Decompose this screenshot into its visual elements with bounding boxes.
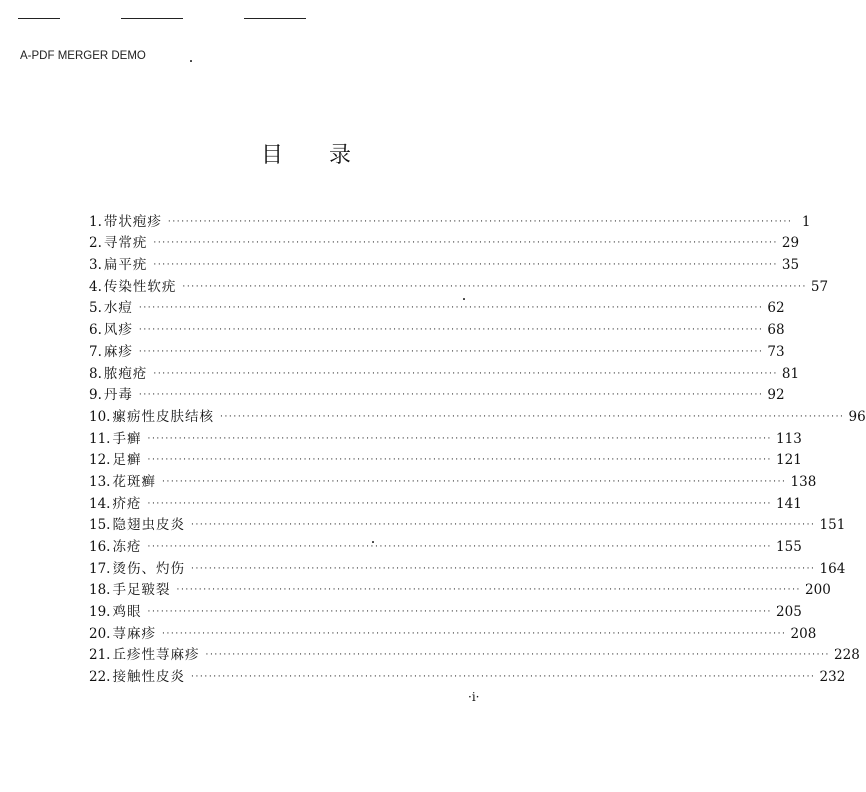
toc-entry[interactable] (89, 642, 860, 664)
toc-entry-number: 11. (89, 430, 111, 447)
toc-entry-label: 荨麻疹 (112, 625, 156, 642)
toc-entry-number: 5. (89, 300, 102, 317)
toc-entry-page: 1 (801, 213, 811, 230)
toc-entry[interactable] (89, 338, 785, 360)
toc-entry-page: 57 (810, 278, 829, 295)
page-title: 目录 (260, 143, 397, 168)
toc-entry-label: 接触性皮炎 (112, 669, 185, 686)
toc-entry-label: 脓疱疮 (103, 365, 148, 382)
toc-entry-label: 麻疹 (103, 343, 133, 360)
toc-entry-number: 19. (89, 604, 111, 621)
toc-leader-dots: ············································································································································ (138, 346, 764, 357)
toc-entry-number: 4. (89, 278, 102, 295)
toc-entry[interactable] (89, 251, 800, 274)
toc-entry-number: 14. (89, 495, 111, 512)
toc-entry-label: 水痘 (103, 300, 133, 317)
toc-entry-number: 2. (89, 235, 102, 252)
toc-entry[interactable] (89, 447, 802, 469)
toc-entry-number: 1. (89, 213, 102, 230)
toc-entry-label: 花斑癣 (112, 473, 156, 490)
toc-entry-label: 带状疱疹 (103, 213, 162, 230)
toc-entry-page: 29 (781, 235, 800, 252)
toc-entry-page: 164 (819, 560, 846, 577)
toc-leader-dots: ············································································································································ (138, 303, 764, 314)
toc-entry-page: 208 (790, 625, 817, 642)
table-of-contents (89, 208, 866, 686)
toc-leader-dots: ············································································································································ (167, 216, 793, 227)
toc-leader-dots: ············································································································································ (205, 650, 831, 661)
toc-leader-dots: ············································································································································ (153, 260, 778, 271)
toc-leader-dots: ············································································································································ (190, 672, 816, 683)
toc-entry[interactable] (89, 555, 846, 577)
toc-entry[interactable] (89, 273, 829, 295)
toc-entry[interactable] (89, 620, 817, 642)
toc-leader-dots: ············································································································································ (147, 542, 773, 552)
toc-entry-number: 16. (89, 539, 111, 555)
toc-entry-label: 寻常疣 (103, 235, 148, 252)
toc-entry-number: 6. (89, 322, 102, 339)
toc-entry-number: 21. (89, 647, 111, 664)
header-rule-right (244, 18, 306, 19)
toc-entry-label: 冻疮 (112, 539, 142, 555)
watermark-banner: A-PDF MERGER DEMO (20, 50, 146, 62)
toc-entry-number: 13. (89, 473, 111, 490)
toc-leader-dots: ············································································································································ (153, 368, 778, 379)
toc-entry[interactable] (89, 533, 802, 555)
toc-entry[interactable] (89, 230, 800, 252)
toc-entry-number: 18. (89, 582, 111, 599)
toc-leader-dots: ············································································································································ (153, 238, 778, 249)
toc-entry-page: 35 (781, 257, 800, 274)
toc-entry[interactable] (89, 382, 785, 404)
toc-entry-label: 手癣 (112, 430, 142, 447)
toc-leader-dots: ············································································································································ (176, 585, 802, 596)
toc-entry[interactable] (89, 208, 811, 230)
toc-entry[interactable] (89, 425, 802, 447)
toc-entry-label: 风疹 (103, 322, 133, 339)
toc-entry[interactable] (89, 512, 846, 534)
toc-entry-label: 隐翅虫皮炎 (112, 517, 185, 534)
toc-entry-number: 8. (89, 365, 102, 382)
toc-entry-page: 92 (767, 387, 785, 404)
page-folio: ·i· (468, 690, 480, 704)
toc-leader-dots: ············································································································································ (147, 455, 773, 466)
toc-entry-label: 丹毒 (103, 387, 133, 404)
toc-entry[interactable] (89, 598, 802, 621)
toc-entry-page: 62 (767, 300, 785, 317)
toc-entry-page: 113 (776, 430, 802, 447)
scan-speck (190, 60, 192, 62)
toc-leader-dots: ············································································································································ (190, 520, 816, 531)
toc-entry-label: 烫伤、灼伤 (112, 560, 185, 577)
toc-entry-number: 7. (89, 343, 102, 360)
toc-leader-dots: ············································································································································ (219, 411, 845, 422)
toc-entry-page: 96 (848, 408, 866, 425)
toc-entry-number: 3. (89, 257, 102, 274)
toc-entry-page: 81 (781, 365, 800, 382)
toc-leader-dots: ············································································································································ (161, 476, 787, 487)
toc-entry-page: 68 (767, 322, 785, 339)
toc-entry[interactable] (89, 468, 817, 490)
header-rule-middle (121, 18, 183, 19)
toc-entry-label: 鸡眼 (112, 604, 142, 621)
toc-entry-number: 12. (89, 452, 111, 469)
toc-entry-page: 205 (776, 604, 802, 621)
toc-entry-label: 足癣 (112, 452, 142, 469)
toc-entry[interactable] (89, 663, 846, 686)
toc-entry-number: 15. (89, 517, 111, 534)
toc-entry-number: 20. (89, 625, 111, 642)
toc-entry-label: 扁平疣 (103, 257, 148, 274)
toc-entry-number: 17. (89, 560, 111, 577)
toc-entry-page: 138 (790, 473, 817, 490)
toc-entry-page: 73 (767, 343, 785, 360)
toc-leader-dots: ············································································································································ (182, 281, 807, 292)
header-rule-left (18, 18, 60, 19)
toc-entry[interactable] (89, 316, 785, 339)
toc-entry-number: 10. (89, 408, 111, 425)
toc-entry-page: 155 (776, 539, 802, 555)
toc-entry-label: 手足皲裂 (112, 582, 171, 599)
toc-leader-dots: ············································································································································ (138, 390, 764, 401)
toc-entry-page: 200 (805, 582, 831, 599)
toc-leader-dots: ············································································································································ (161, 628, 787, 639)
toc-entry[interactable] (89, 295, 785, 317)
toc-entry-label: 传染性软疣 (103, 278, 177, 295)
toc-leader-dots: ············································································································································ (147, 607, 773, 618)
toc-entry-number: 22. (89, 669, 111, 686)
toc-entry-label: 丘疹性荨麻疹 (112, 647, 200, 664)
toc-entry-number: 9. (89, 387, 102, 404)
toc-leader-dots: ············································································································································ (138, 325, 764, 336)
toc-leader-dots: ············································································································································ (147, 498, 773, 509)
toc-entry-label: 瘰疬性皮肤结核 (112, 408, 214, 425)
toc-entry-page: 228 (834, 647, 860, 664)
toc-entry-page: 151 (819, 517, 846, 534)
toc-entry-page: 232 (819, 669, 846, 686)
toc-entry[interactable] (89, 490, 802, 512)
toc-entry-page: 141 (776, 495, 802, 512)
toc-entry[interactable] (89, 360, 800, 382)
toc-entry[interactable] (89, 403, 866, 425)
toc-leader-dots: ············································································································································ (147, 433, 773, 444)
toc-entry-label: 疥疮 (112, 495, 142, 512)
toc-entry[interactable] (89, 577, 831, 599)
toc-entry-page: 121 (776, 452, 802, 469)
toc-leader-dots: ············································································································································ (190, 563, 816, 574)
